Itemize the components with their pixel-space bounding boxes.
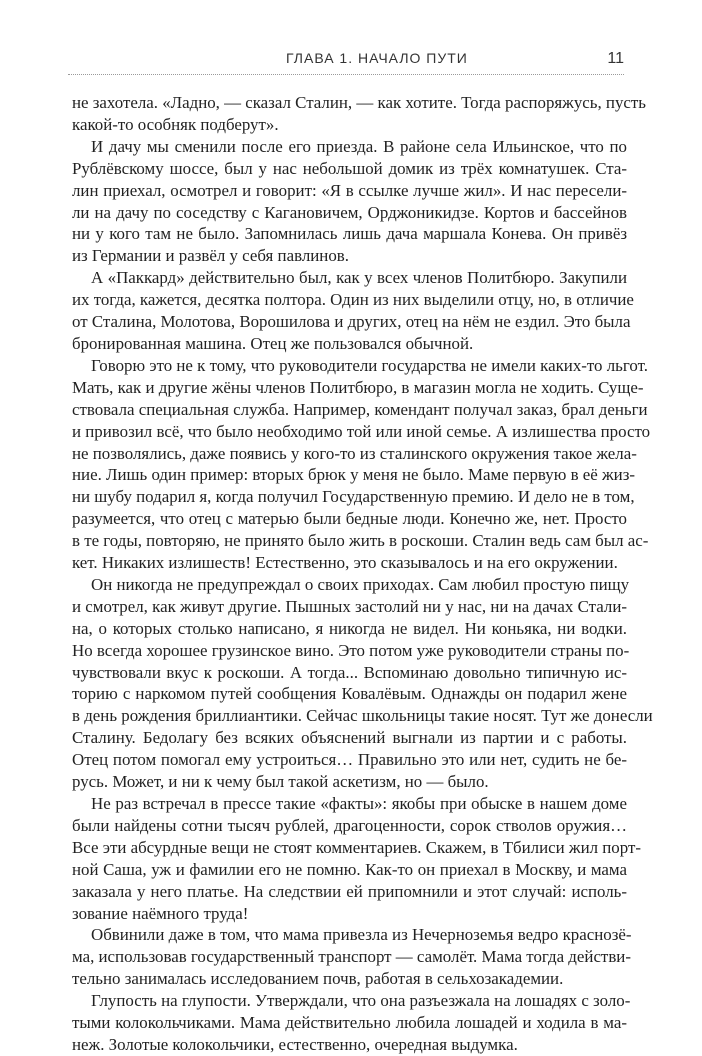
text-line: ной Саша, уж и фамилии его не помню. Как-то он приехал в Москву, и мама	[72, 859, 627, 879]
text-line: Не раз встречал в прессе такие «факты»: якобы при обыске в нашем доме	[91, 794, 627, 813]
text-line: на, о которых столько написано, я никогда не видел. Ни коньяка, ни водки.	[72, 618, 627, 638]
text-line: их тогда, кажется, десятка полтора. Один из них выделили отцу, но, в отличие	[72, 290, 634, 310]
text-line: ни у кого там не было. Запомнилась лишь дача маршала Конева. Он привёз	[72, 224, 627, 244]
text-line: Мать, как и другие жёны членов Политбюро, в магазин могла не ходить. Суще-	[72, 377, 644, 397]
text-line: и смотрел, как живут другие. Пышных застолий ни у нас, ни на дачах Стали-	[72, 596, 627, 616]
paragraph	[72, 990, 631, 1056]
text-line: не позволялись, даже появись у кого-то из сталинского окружения такое жела-	[72, 443, 637, 463]
text-line: чувствовали вкус к роскоши. А тогда... Вспоминаю довольно типичную ис-	[72, 662, 627, 682]
text-line: А «Паккард» действительно был, как у всех членов Политбюро. Закупили	[91, 268, 627, 288]
text-line: Глупость на глупости. Утверждали, что она разъезжала на лошадях с золо-	[91, 991, 631, 1011]
text-line: тыми колокольчиками. Мама действительно любила лошадей и ходила в ма-	[72, 1013, 627, 1033]
text-line: ние. Лишь один пример: вторых брюк у меня не было. Маме первую в её жиз-	[72, 465, 635, 485]
text-line: неж. Золотые колокольчики, естественно, очередная выдумка.	[72, 1034, 518, 1054]
text-line: торию с наркомом путей сообщения Ковалёвым. Однажды он подарил жене	[72, 684, 627, 704]
text-line: ни шубу подарил я, когда получил Государственную премию. И дело не в том,	[72, 487, 635, 507]
text-line: Отец потом помогал ему устроиться… Правильно это или нет, судить не бе-	[72, 750, 627, 770]
chapter-title: ГЛАВА 1. НАЧАЛО ПУТИ	[286, 50, 468, 66]
text-line: были найдены сотни тысяч рублей, драгоценности, сорок стволов оружия…	[72, 815, 627, 835]
text-line: зование наёмного труда!	[72, 903, 249, 923]
text-line: тельно занималась исследованием почв, работая в сельхозакадемии.	[72, 969, 564, 989]
paragraph	[72, 574, 653, 793]
text-line: не захотела. «Ладно, — сказал Сталин, — как хотите. Тогда распоряжусь, пусть	[72, 93, 646, 112]
page-number: 11	[607, 50, 624, 67]
text-line: русь. Может, и ни к чему был такой аскетизм, но — было.	[72, 772, 489, 792]
text-line: Рублёвскому шоссе, был у нас небольшой домик из трёх комнатушек. Ста-	[72, 158, 627, 178]
text-line: кет. Никаких излишеств! Естественно, это сказывалось и на его окружении.	[72, 553, 618, 573]
paragraph	[72, 136, 627, 267]
paragraph	[72, 355, 651, 574]
text-line: из Германии и развёл у себя павлинов.	[72, 246, 349, 266]
body-text	[72, 92, 653, 1056]
text-line: Он никогда не предупреждал о своих приходах. Сам любил простую пищу	[91, 574, 630, 594]
text-line: лин приехал, осмотрел и говорит: «Я в ссылке лучше жил». И нас пересели-	[72, 180, 627, 200]
paragraph	[72, 267, 634, 355]
paragraph	[72, 924, 632, 990]
text-line: Обвинили даже в том, что мама привезла из Нечерноземья ведро краснозё-	[91, 925, 632, 945]
text-line: бронированная машина. Отец же пользовался обычной.	[72, 333, 474, 353]
text-line: И дачу мы сменили после его приезда. В районе села Ильинское, что по	[91, 136, 627, 156]
text-line: Сталину. Бедолагу без всяких объяснений выгнали из партии и с работы.	[72, 728, 627, 748]
text-line: ствовала специальная служба. Например, комендант получал заказ, брал деньги	[72, 399, 648, 419]
text-line: от Сталина, Молотова, Ворошилова и других, отец на нём не ездил. Это была	[72, 312, 631, 332]
paragraph	[72, 793, 641, 924]
text-line: в день рождения бриллиантики. Сейчас школьницы такие носят. Тут же донесли	[72, 706, 653, 726]
text-line: Говорю это не к тому, что руководители государства не имели каких-то льгот.	[91, 355, 648, 375]
paragraph	[72, 92, 646, 136]
text-line: Но всегда хорошее грузинское вино. Это потом уже руководители страны по-	[72, 640, 630, 660]
text-line: в те годы, повторяю, не принято было жить в роскоши. Сталин ведь сам был ас-	[72, 531, 649, 551]
text-line: и привозил всё, что было необходимо той или иной семье. А излишества просто	[72, 421, 651, 441]
text-line: заказала у него платье. На следствии ей припомнили и этот случай: исполь-	[72, 881, 627, 901]
running-header	[68, 50, 624, 75]
text-line: ли на дачу по соседству с Кагановичем, Орджоникидзе. Кортов и бассейнов	[72, 202, 627, 222]
text-line: разумеется, что отец с матерью были бедные люди. Конечно же, нет. Просто	[72, 509, 627, 529]
text-line: ма, использовав государственный транспорт — самолёт. Мама тогда действи-	[72, 947, 631, 967]
text-line: Все эти абсурдные вещи не стоят комментариев. Скажем, в Тбилиси жил порт-	[72, 837, 641, 857]
text-line: какой-то особняк подберут».	[72, 114, 279, 134]
